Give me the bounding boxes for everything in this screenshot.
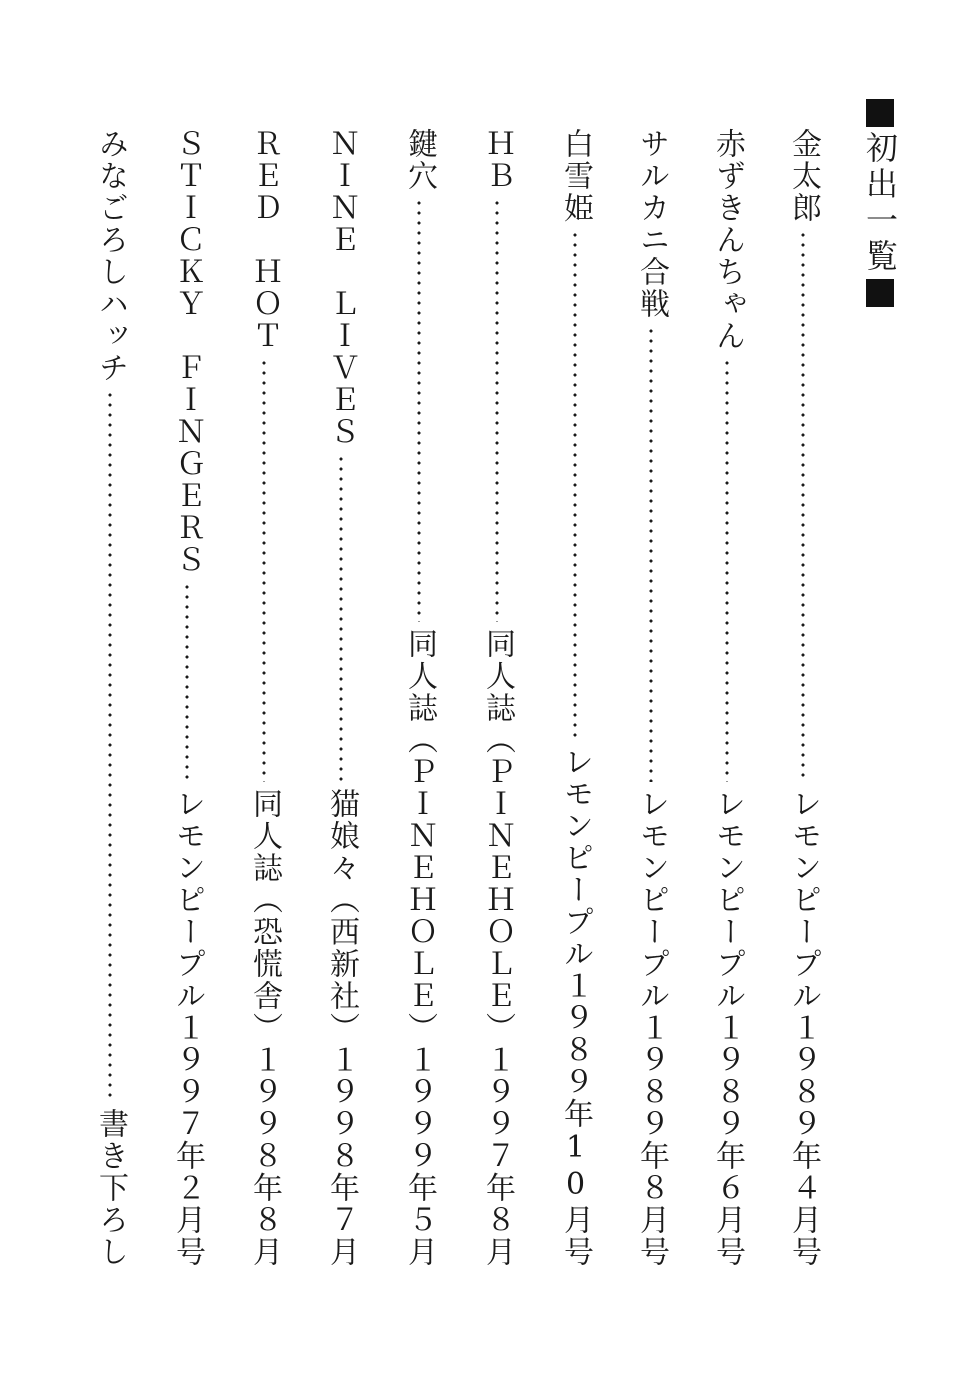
heading-square-icon xyxy=(866,99,894,127)
list-item xyxy=(475,128,519,1268)
entry-publication: レモンピープル１９９７年２月号 xyxy=(170,788,205,1268)
entry-title: ＨＢ xyxy=(480,128,515,192)
list-item xyxy=(397,128,441,1268)
list-item xyxy=(319,128,363,1268)
list-item xyxy=(88,128,132,1268)
dot-leader xyxy=(649,326,653,782)
dot-leader xyxy=(495,198,499,622)
entry-publication: 同人誌（ＰＩＮＥＨＯＬＥ）１９９７年８月 xyxy=(480,628,515,1268)
list-item xyxy=(781,128,825,1268)
dot-leader xyxy=(573,230,577,740)
entry-title: 鍵穴 xyxy=(402,128,437,192)
dot-leader xyxy=(185,582,189,782)
entry-publication: 猫娘々（西新社）１９９８年７月 xyxy=(324,788,359,1268)
dot-leader xyxy=(725,358,729,782)
heading-square-icon xyxy=(866,279,894,307)
list-item xyxy=(705,128,749,1268)
entry-title: ＮＩＮＥ ＬＩＶＥＳ xyxy=(324,128,359,448)
dot-leader xyxy=(262,358,266,782)
entry-title: サルカニ合戦 xyxy=(634,128,669,320)
entry-title: 金太郎 xyxy=(786,128,821,224)
dot-leader xyxy=(339,454,343,782)
dot-leader xyxy=(417,198,421,622)
dot-leader xyxy=(108,390,112,1102)
entry-publication: レモンピープル１９８９年８月号 xyxy=(634,788,669,1268)
heading-column xyxy=(858,95,902,1235)
entry-publication: 同人誌（ＰＩＮＥＨＯＬＥ）１９９９年５月 xyxy=(402,628,437,1268)
list-item xyxy=(553,128,597,1268)
entry-title: ＳＴＩＣＫＹ ＦＩＮＧＥＲＳ xyxy=(170,128,205,576)
entry-title: 白雪姫 xyxy=(558,128,593,224)
entry-title: ＲＥＤ ＨＯＴ xyxy=(247,128,282,352)
entry-publication: レモンピープル１９８９年４月号 xyxy=(786,788,821,1268)
entry-title: 赤ずきんちゃん xyxy=(710,128,745,352)
entry-title: みなごろしハッチ xyxy=(93,128,128,384)
list-item xyxy=(242,128,286,1268)
list-item xyxy=(629,128,673,1268)
entry-publication: 書き下ろし xyxy=(93,1108,128,1268)
entry-publication: レモンピープル１９８９年６月号 xyxy=(710,788,745,1268)
list-item xyxy=(165,128,209,1268)
entry-publication: 同人誌（恐慌舎）１９９８年８月 xyxy=(247,788,282,1268)
entry-publication: レモンピープル１９８９年10月号 xyxy=(558,746,593,1268)
page-heading: 初出一覧 xyxy=(861,131,899,275)
dot-leader xyxy=(801,230,805,782)
